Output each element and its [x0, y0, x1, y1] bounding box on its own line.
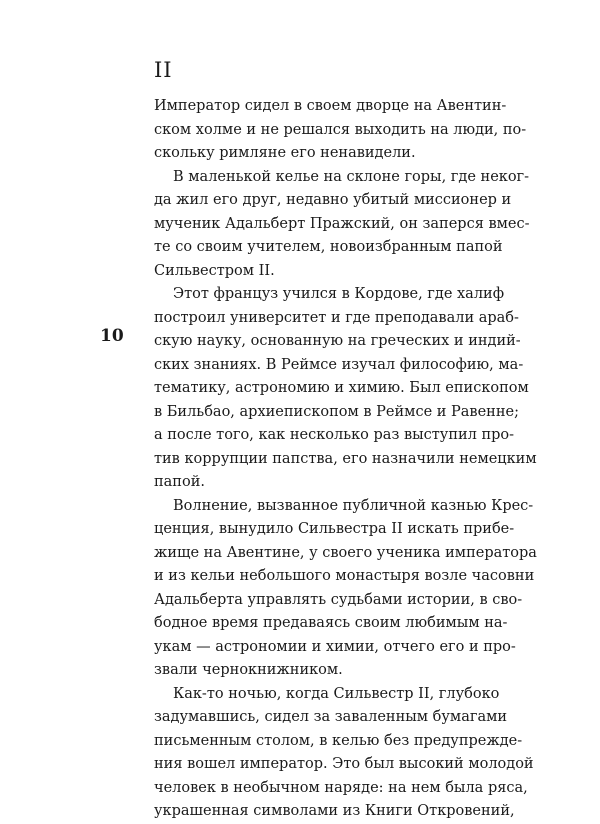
- text-line: ском холме и не решался выходить на люди, по-: [154, 121, 527, 138]
- text-line: В маленькой келье на склоне горы, где неког-: [173, 168, 530, 185]
- text-line: папой.: [154, 474, 205, 490]
- text-line: те со своим учителем, новоизбранным папой: [154, 239, 503, 255]
- text-line: человек в необычном наряде: на нем была ряса,: [154, 779, 528, 796]
- text-line: звали чернокнижником.: [154, 662, 343, 678]
- text-line: скую науку, основанную на греческих и индий-: [154, 333, 521, 349]
- text-line: укам — астрономии и химии, отчего его и про-: [154, 638, 516, 655]
- text-line: и из кельи небольшого монастыря возле часовни: [154, 568, 535, 584]
- text-line: в Бильбао, архиепископом в Реймсе и Равенне;: [154, 403, 519, 420]
- text-line: ских знаниях. В Реймсе изучал философию, ма-: [154, 356, 524, 373]
- chapter-number: II: [154, 58, 173, 82]
- text-line: скольку римляне его ненавидели.: [154, 145, 416, 161]
- text-line: Император сидел в своем дворце на Авентин-: [154, 98, 507, 114]
- text-line: построил университет и где преподавали араб-: [154, 309, 519, 326]
- text-line: украшенная символами из Книги Откровений,: [154, 803, 515, 819]
- text-line: а после того, как несколько раз выступил про-: [154, 427, 515, 443]
- text-line: ния вошел император. Это был высокий молодой: [154, 756, 534, 772]
- text-line: тив коррупции папства, его назначили немецким: [154, 450, 537, 467]
- text-line: тематику, астрономию и химию. Был епископом: [154, 380, 529, 396]
- text-line: письменным столом, в келью без предупрежде-: [154, 732, 523, 749]
- text-line: жище на Авентине, у своего ученика императора: [154, 544, 537, 561]
- text-line: мученик Адальберт Пражский, он заперся вмес-: [154, 215, 530, 232]
- text-line: Этот француз учился в Кордове, где халиф: [173, 286, 505, 302]
- text-line: Адальберта управлять судьбами истории, в сво-: [154, 591, 523, 608]
- text-line: бодное время предаваясь своим любимым на-: [154, 615, 508, 631]
- text-line: задумавшись, сидел за заваленным бумагами: [154, 709, 508, 725]
- body-text: [154, 95, 537, 824]
- margin-line-number: 10: [100, 326, 124, 346]
- text-line: Как-то ночью, когда Сильвестр II, глубоко: [173, 685, 500, 702]
- text-line: ценция, вынудило Сильвестра II искать прибе-: [154, 521, 515, 537]
- text-line: Сильвестром II.: [154, 262, 275, 279]
- text-line: Волнение, вызванное публичной казнью Крес-: [173, 497, 534, 514]
- text-line: да жил его друг, недавно убитый миссионер и: [154, 192, 512, 208]
